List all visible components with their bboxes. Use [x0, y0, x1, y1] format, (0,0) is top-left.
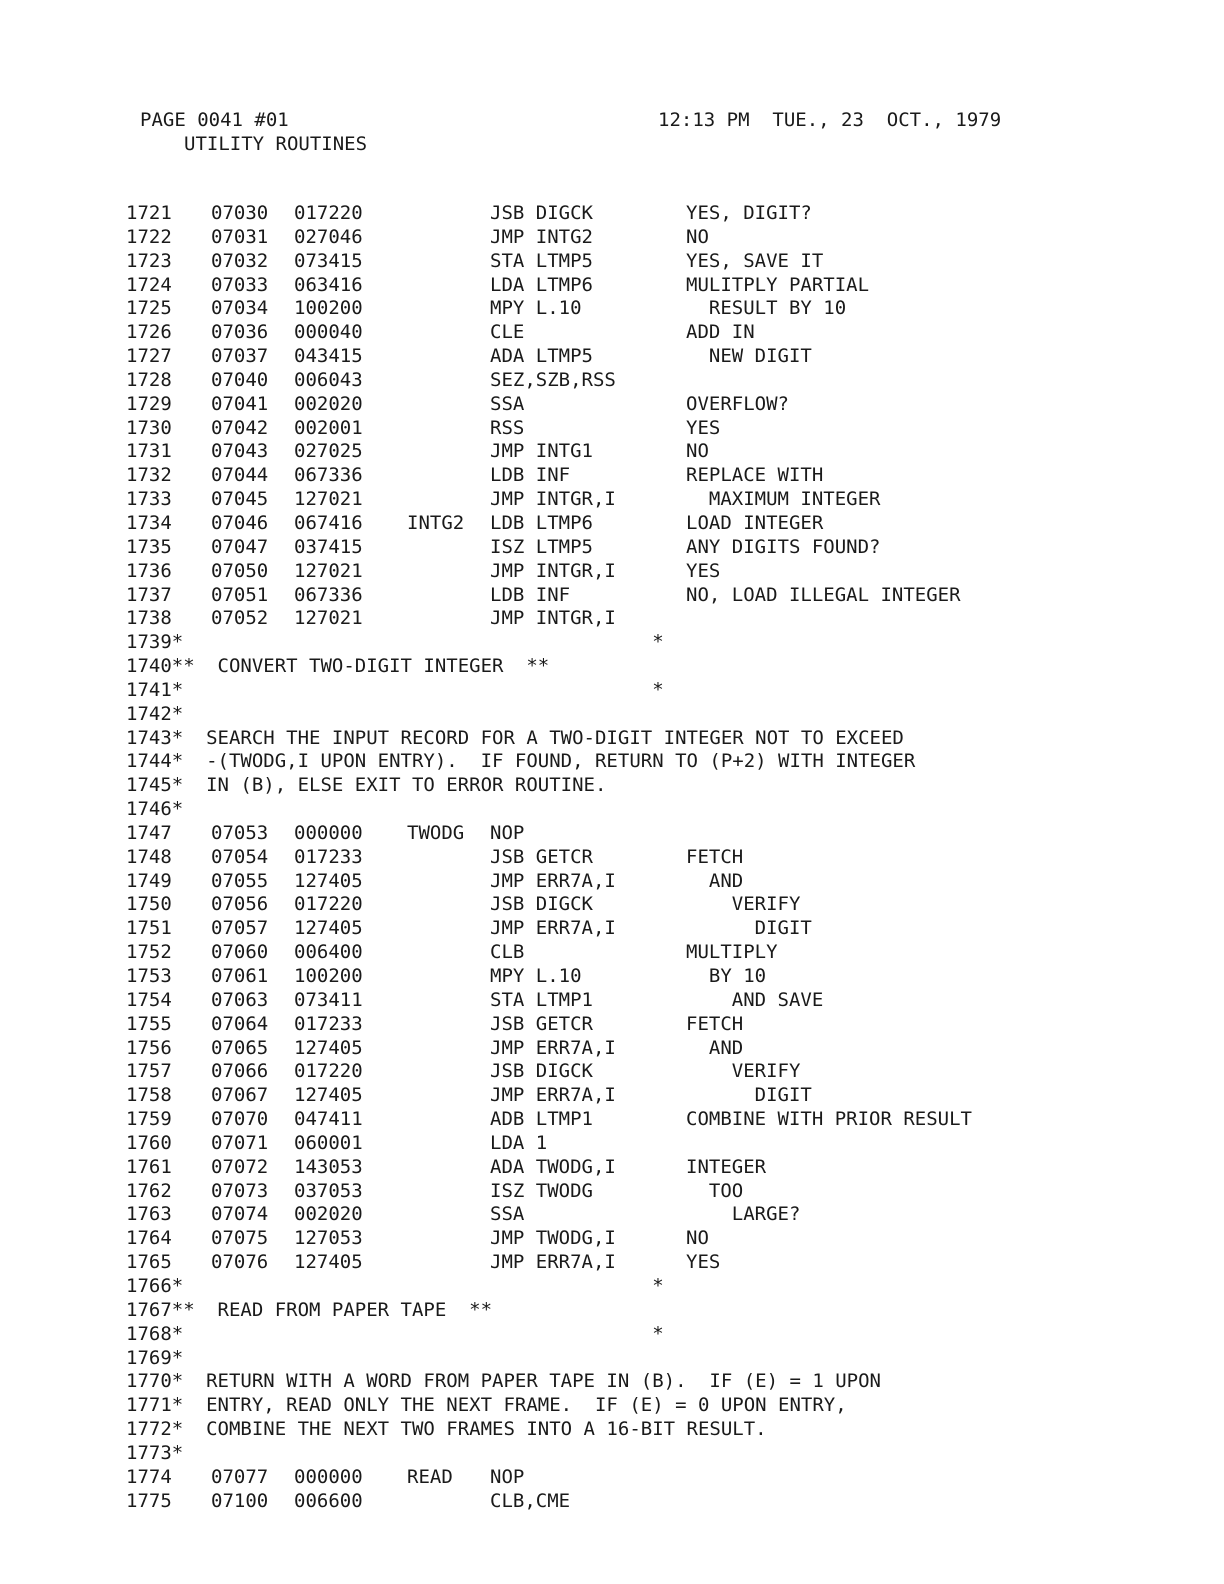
code-comment: MULTIPLY [686, 941, 778, 964]
line-number: 1723 [126, 249, 172, 272]
instruction: JSB DIGCK [490, 893, 593, 916]
code-comment: AND [686, 869, 744, 892]
instruction: ADA TWODG,I [490, 1155, 616, 1178]
instruction: JMP ERR7A,I [490, 869, 616, 892]
address: 07046 [211, 511, 269, 534]
object-code: 060001 [294, 1131, 363, 1154]
line-number: 1729 [126, 392, 172, 415]
code-line [126, 250, 1106, 274]
instruction: SSA [490, 1203, 525, 1226]
comment-line [126, 655, 1106, 679]
page-number: PAGE 0041 #01 [140, 109, 289, 131]
line-number: 1750 [126, 893, 172, 916]
object-code: 027025 [294, 440, 363, 463]
address: 07065 [211, 1036, 269, 1059]
line-number: 1721 [126, 202, 172, 224]
code-comment: YES, SAVE IT [686, 249, 824, 272]
instruction: JMP INTG2 [490, 225, 593, 248]
code-comment: OVERFLOW? [686, 392, 789, 415]
code-line [126, 297, 1106, 321]
line-number: 1760 [126, 1131, 172, 1154]
line-number: 1774 [126, 1465, 172, 1488]
comment-text: 1770* RETURN WITH A WORD FROM PAPER TAPE IN (B). IF (E) = 1 UPON [126, 1370, 881, 1393]
instruction: JMP ERR7A,I [490, 1251, 616, 1274]
comment-line [126, 1323, 1106, 1347]
comment-line [126, 631, 1106, 655]
object-code: 043415 [294, 345, 363, 368]
line-number: 1727 [126, 345, 172, 368]
line-number: 1728 [126, 368, 172, 391]
code-comment: DIGIT [686, 1084, 812, 1107]
comment-text: 1744* -(TWODG,I UPON ENTRY). IF FOUND, RETURN TO (P+2) WITH INTEGER [126, 750, 916, 773]
code-line [126, 512, 1106, 536]
code-comment: YES, DIGIT? [686, 202, 812, 224]
instruction: SEZ,SZB,RSS [490, 368, 616, 391]
line-number: 1752 [126, 941, 172, 964]
object-code: 002020 [294, 1203, 363, 1226]
code-line [126, 1108, 1106, 1132]
address: 07032 [211, 249, 269, 272]
code-line [126, 822, 1106, 846]
address: 07041 [211, 392, 269, 415]
line-number: 1730 [126, 416, 172, 439]
code-comment: BY 10 [686, 965, 767, 987]
section-title: UTILITY ROUTINES [184, 133, 368, 155]
code-line [126, 1060, 1106, 1084]
address: 07056 [211, 893, 269, 916]
instruction: CLB,CME [490, 1489, 571, 1512]
code-comment: YES [686, 1251, 721, 1274]
instruction: LDB LTMP6 [490, 511, 593, 534]
code-line [126, 989, 1106, 1013]
comment-line [126, 750, 1106, 774]
comment-text: 1740** CONVERT TWO-DIGIT INTEGER ** [126, 655, 550, 678]
code-line [126, 560, 1106, 584]
object-code: 127021 [294, 607, 363, 630]
object-code: 006400 [294, 941, 363, 964]
instruction: STA LTMP1 [490, 988, 593, 1011]
line-number: 1736 [126, 559, 172, 582]
code-line [126, 1227, 1106, 1251]
object-code: 127405 [294, 1036, 363, 1059]
instruction: JSB GETCR [490, 1012, 593, 1035]
comment-text: 1745* IN (B), ELSE EXIT TO ERROR ROUTINE. [126, 774, 607, 797]
instruction: JMP ERR7A,I [490, 1084, 616, 1107]
instruction: CLE [490, 321, 525, 344]
code-line [126, 584, 1106, 608]
instruction: CLB [490, 941, 525, 964]
object-code: 100200 [294, 297, 363, 320]
address: 07040 [211, 368, 269, 391]
comment-line [126, 1370, 1106, 1394]
code-comment: LARGE? [686, 1203, 801, 1226]
line-number: 1737 [126, 583, 172, 606]
page-header [140, 108, 1100, 156]
instruction: SSA [490, 392, 525, 415]
object-code: 127405 [294, 1251, 363, 1274]
instruction: JMP ERR7A,I [490, 1036, 616, 1059]
code-comment: MULITPLY PARTIAL [686, 273, 870, 296]
code-line [126, 1084, 1106, 1108]
code-line [126, 393, 1106, 417]
code-comment: FETCH [686, 845, 744, 868]
instruction: JMP INTGR,I [490, 607, 616, 630]
line-number: 1751 [126, 917, 172, 940]
comment-line [126, 1442, 1106, 1466]
address: 07061 [211, 965, 269, 987]
instruction: LDB INF [490, 583, 571, 606]
address: 07063 [211, 988, 269, 1011]
comment-line [126, 798, 1106, 822]
line-number: 1759 [126, 1108, 172, 1131]
assembly-listing [126, 202, 1106, 1513]
address: 07077 [211, 1465, 269, 1488]
line-number: 1758 [126, 1084, 172, 1107]
object-code: 017233 [294, 845, 363, 868]
code-line [126, 1466, 1106, 1490]
code-line [126, 917, 1106, 941]
code-comment: VERIFY [686, 1060, 801, 1083]
code-comment: FETCH [686, 1012, 744, 1035]
code-line [126, 464, 1106, 488]
line-number: 1762 [126, 1179, 172, 1202]
comment-text: 1769* [126, 1346, 184, 1369]
comment-line [126, 774, 1106, 798]
address: 07072 [211, 1155, 269, 1178]
object-code: 127021 [294, 488, 363, 511]
instruction: JMP INTG1 [490, 440, 593, 463]
address: 07043 [211, 440, 269, 463]
object-code: 037053 [294, 1179, 363, 1202]
code-line [126, 321, 1106, 345]
code-line [126, 941, 1106, 965]
comment-text: 1771* ENTRY, READ ONLY THE NEXT FRAME. IF (E) = 0 UPON ENTRY, [126, 1394, 847, 1417]
instruction: MPY L.10 [490, 965, 582, 987]
address: 07051 [211, 583, 269, 606]
instruction: NOP [490, 821, 525, 844]
address: 07037 [211, 345, 269, 368]
code-line [126, 1132, 1106, 1156]
code-line [126, 1490, 1106, 1514]
code-comment: YES [686, 559, 721, 582]
address: 07067 [211, 1084, 269, 1107]
address: 07053 [211, 821, 269, 844]
object-code: 067416 [294, 511, 363, 534]
instruction: LDA LTMP6 [490, 273, 593, 296]
code-comment: NO [686, 225, 709, 248]
object-code: 017220 [294, 893, 363, 916]
instruction: JSB DIGCK [490, 202, 593, 224]
object-code: 100200 [294, 965, 363, 987]
address: 07030 [211, 202, 269, 224]
code-comment: AND [686, 1036, 744, 1059]
instruction: MPY L.10 [490, 297, 582, 320]
object-code: 037415 [294, 535, 363, 558]
line-number: 1726 [126, 321, 172, 344]
object-code: 006043 [294, 368, 363, 391]
instruction: LDA 1 [490, 1131, 548, 1154]
line-number: 1763 [126, 1203, 172, 1226]
comment-line [126, 1347, 1106, 1371]
address: 07031 [211, 225, 269, 248]
address: 07057 [211, 917, 269, 940]
line-number: 1748 [126, 845, 172, 868]
code-comment: ANY DIGITS FOUND? [686, 535, 881, 558]
code-line [126, 202, 1106, 226]
address: 07050 [211, 559, 269, 582]
code-line [126, 1156, 1106, 1180]
line-number: 1732 [126, 464, 172, 487]
code-line [126, 1013, 1106, 1037]
code-comment: YES [686, 416, 721, 439]
line-number: 1747 [126, 821, 172, 844]
address: 07070 [211, 1108, 269, 1131]
address: 07034 [211, 297, 269, 320]
print-datetime: 12:13 PM TUE., 23 OCT., 1979 [658, 109, 1002, 131]
line-number: 1731 [126, 440, 172, 463]
address: 07054 [211, 845, 269, 868]
comment-line [126, 1275, 1106, 1299]
code-comment: COMBINE WITH PRIOR RESULT [686, 1108, 972, 1131]
line-number: 1765 [126, 1251, 172, 1274]
line-number: 1725 [126, 297, 172, 320]
object-code: 017233 [294, 1012, 363, 1035]
object-code: 073411 [294, 988, 363, 1011]
label: INTG2 [407, 511, 465, 534]
line-number: 1735 [126, 535, 172, 558]
object-code: 002001 [294, 416, 363, 439]
address: 07060 [211, 941, 269, 964]
comment-line [126, 703, 1106, 727]
address: 07044 [211, 464, 269, 487]
line-number: 1761 [126, 1155, 172, 1178]
comment-line [126, 679, 1106, 703]
object-code: 127405 [294, 869, 363, 892]
comment-text: 1766* * [126, 1274, 664, 1297]
code-line [126, 274, 1106, 298]
object-code: 017220 [294, 202, 363, 224]
line-number: 1724 [126, 273, 172, 296]
line-number: 1755 [126, 1012, 172, 1035]
line-number: 1734 [126, 511, 172, 534]
address: 07066 [211, 1060, 269, 1083]
code-comment: TOO [686, 1179, 744, 1202]
code-comment: RESULT BY 10 [686, 297, 847, 320]
object-code: 127021 [294, 559, 363, 582]
code-line [126, 870, 1106, 894]
instruction: ADA LTMP5 [490, 345, 593, 368]
code-line [126, 345, 1106, 369]
code-comment: MAXIMUM INTEGER [686, 488, 881, 511]
object-code: 000000 [294, 821, 363, 844]
object-code: 067336 [294, 583, 363, 606]
comment-line [126, 1299, 1106, 1323]
code-comment: DIGIT [686, 917, 812, 940]
code-comment: ADD IN [686, 321, 755, 344]
address: 07036 [211, 321, 269, 344]
object-code: 027046 [294, 225, 363, 248]
comment-text: 1773* [126, 1441, 184, 1464]
instruction: NOP [490, 1465, 525, 1488]
address: 07071 [211, 1131, 269, 1154]
instruction: STA LTMP5 [490, 249, 593, 272]
address: 07055 [211, 869, 269, 892]
instruction: JMP INTGR,I [490, 559, 616, 582]
code-line [126, 1180, 1106, 1204]
line-number: 1733 [126, 488, 172, 511]
comment-line [126, 727, 1106, 751]
line-number: 1753 [126, 965, 172, 987]
object-code: 063416 [294, 273, 363, 296]
code-comment: NO [686, 440, 709, 463]
instruction: ADB LTMP1 [490, 1108, 593, 1131]
instruction: RSS [490, 416, 525, 439]
address: 07100 [211, 1489, 269, 1512]
code-line [126, 417, 1106, 441]
code-comment: LOAD INTEGER [686, 511, 824, 534]
code-comment: REPLACE WITH [686, 464, 824, 487]
instruction: JMP INTGR,I [490, 488, 616, 511]
code-line [126, 893, 1106, 917]
instruction: JMP ERR7A,I [490, 917, 616, 940]
object-code: 127405 [294, 1084, 363, 1107]
object-code: 073415 [294, 249, 363, 272]
code-comment: NO, LOAD ILLEGAL INTEGER [686, 583, 961, 606]
line-number: 1764 [126, 1227, 172, 1250]
instruction: ISZ TWODG [490, 1179, 593, 1202]
address: 07047 [211, 535, 269, 558]
code-line [126, 369, 1106, 393]
code-comment: AND SAVE [686, 988, 824, 1011]
comment-text: 1739* * [126, 631, 664, 654]
object-code: 002020 [294, 392, 363, 415]
address: 07075 [211, 1227, 269, 1250]
comment-text: 1767** READ FROM PAPER TAPE ** [126, 1298, 493, 1321]
code-line [126, 607, 1106, 631]
object-code: 000000 [294, 1465, 363, 1488]
line-number: 1754 [126, 988, 172, 1011]
comment-text: 1743* SEARCH THE INPUT RECORD FOR A TWO-DIGIT INTEGER NOT TO EXCEED [126, 726, 904, 749]
line-number: 1775 [126, 1489, 172, 1512]
comment-text: 1772* COMBINE THE NEXT TWO FRAMES INTO A 16-BIT RESULT. [126, 1418, 767, 1441]
instruction: JSB DIGCK [490, 1060, 593, 1083]
code-comment: INTEGER [686, 1155, 767, 1178]
address: 07042 [211, 416, 269, 439]
object-code: 067336 [294, 464, 363, 487]
line-number: 1749 [126, 869, 172, 892]
comment-text: 1746* [126, 798, 184, 821]
address: 07064 [211, 1012, 269, 1035]
address: 07052 [211, 607, 269, 630]
address: 07073 [211, 1179, 269, 1202]
instruction: LDB INF [490, 464, 571, 487]
code-comment: NO [686, 1227, 709, 1250]
line-number: 1722 [126, 225, 172, 248]
object-code: 000040 [294, 321, 363, 344]
code-line [126, 1037, 1106, 1061]
code-line [126, 226, 1106, 250]
header-row [140, 108, 1100, 132]
address: 07033 [211, 273, 269, 296]
comment-text: 1741* * [126, 678, 664, 701]
comment-line [126, 1418, 1106, 1442]
line-number: 1738 [126, 607, 172, 630]
code-comment: NEW DIGIT [686, 345, 812, 368]
code-line [126, 440, 1106, 464]
object-code: 143053 [294, 1155, 363, 1178]
comment-text: 1742* [126, 702, 184, 725]
comment-line [126, 1394, 1106, 1418]
label: READ [407, 1465, 453, 1488]
address: 07045 [211, 488, 269, 511]
comment-text: 1768* * [126, 1322, 664, 1345]
line-number: 1757 [126, 1060, 172, 1083]
object-code: 127405 [294, 917, 363, 940]
code-line [126, 965, 1106, 989]
object-code: 127053 [294, 1227, 363, 1250]
code-line [126, 536, 1106, 560]
code-line [126, 1251, 1106, 1275]
code-comment: VERIFY [686, 893, 801, 916]
object-code: 006600 [294, 1489, 363, 1512]
line-number: 1756 [126, 1036, 172, 1059]
label: TWODG [407, 821, 465, 844]
instruction: JSB GETCR [490, 845, 593, 868]
code-line [126, 1203, 1106, 1227]
code-line [126, 488, 1106, 512]
object-code: 047411 [294, 1108, 363, 1131]
code-line [126, 846, 1106, 870]
object-code: 017220 [294, 1060, 363, 1083]
address: 07076 [211, 1251, 269, 1274]
instruction: JMP TWODG,I [490, 1227, 616, 1250]
instruction: ISZ LTMP5 [490, 535, 593, 558]
address: 07074 [211, 1203, 269, 1226]
